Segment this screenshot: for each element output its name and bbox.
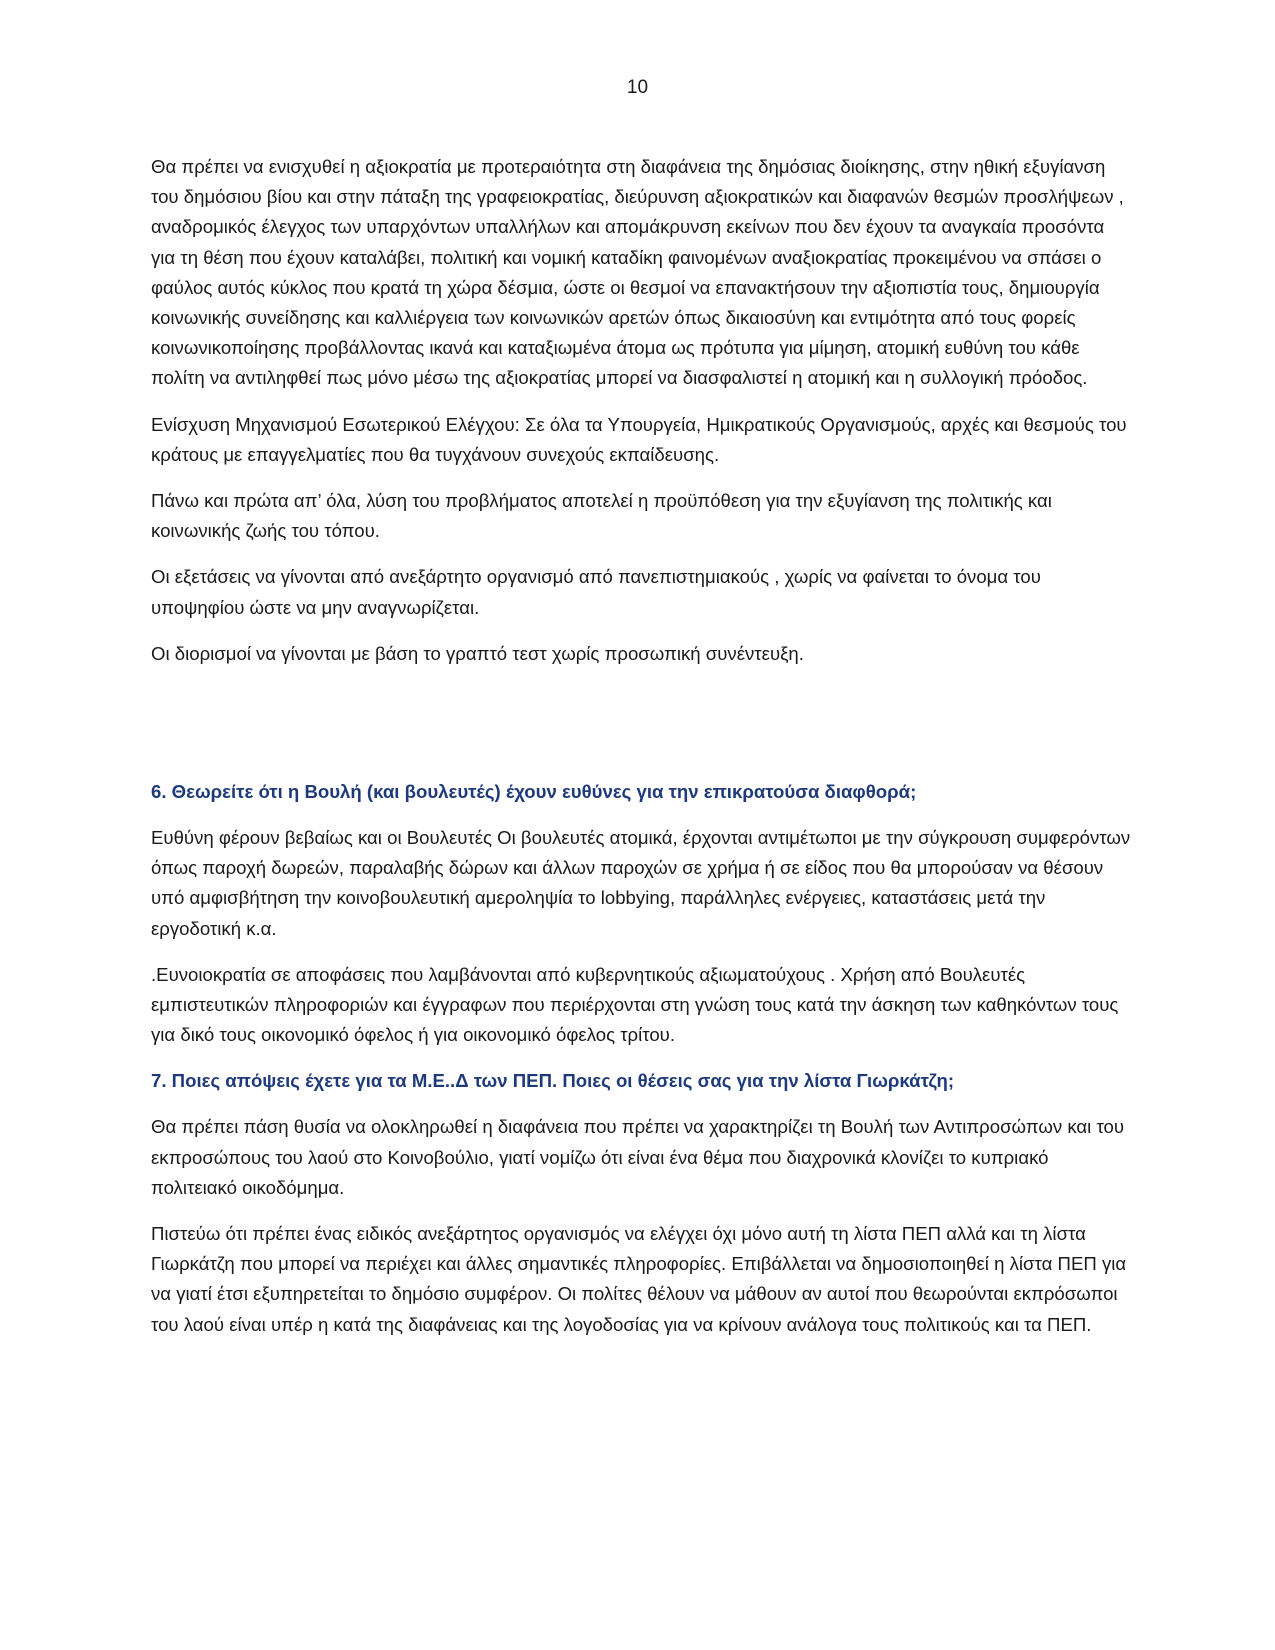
paragraph: Πάνω και πρώτα απ’ όλα, λύση του προβλήματος αποτελεί η προϋπόθεση για την εξυγίανση της πολιτικής και κοινωνικής ζωής του τόπου.: [151, 490, 1052, 542]
question-7-heading: 7. Ποιες απόψεις έχετε για τα Μ.Ε..Δ των ΠΕΠ. Ποιες οι θέσεις σας για την λίστα Γιωρκάτζη;: [151, 1070, 955, 1092]
question-6-heading: 6. Θεωρείτε ότι η Βουλή (και βουλευτές) έχουν ευθύνες για την επικρατούσα διαφθορά;: [151, 781, 917, 803]
paragraph: Οι εξετάσεις να γίνονται από ανεξάρτητο οργανισμό από πανεπιστημιακούς , χωρίς να φαίνεται το όνομα του υποψηφίου ώστε να μην αναγνωρίζεται.: [151, 566, 1041, 618]
section-spacer: [151, 685, 1131, 777]
paragraph: Πιστεύω ότι πρέπει ένας ειδικός ανεξάρτητος οργανισμός να ελέγχει όχι μόνο αυτή τη λίστα ΠΕΠ αλλά και τη λίστα Γιωρκάτζη που μπορεί να περιέχει και άλλες σημαντικές πληροφορίες. Επιβάλλεται να δημοσιοποιηθεί η λίστα ΠΕΠ για να γιατί έτσι εξυπηρετείται το δημόσιο συμφέρον. Οι πολίτες θέλουν να μάθουν αν αυτοί που θεωρούνται εκπρόσωποι του λαού είναι υπέρ η κατά της διαφάνειας και της λογοδοσίας για να κρίνουν ανάλογα τους πολιτικούς και τα ΠΕΠ.: [151, 1223, 1127, 1335]
paragraph: Ενίσχυση Μηχανισμού Εσωτερικού Ελέγχου: Σε όλα τα Υπουργεία, Ημικρατικούς Οργανισμούς, αρχές και θεσμούς του κράτους με επαγγελματίες που θα τυγχάνουν συνεχούς εκπαίδευσης.: [151, 413, 1127, 465]
paragraph: Θα πρέπει να ενισχυθεί η αξιοκρατία με προτεραιότητα στη διαφάνεια της δημόσιας διοίκησης, στην ηθική εξυγίανση του δημόσιου βίου και στην πάταξη της γραφειοκρατίας, διεύρυνση αξιοκρατικών και διαφανών θεσμών προσλήψεων , αναδρομικός έλεγχος των υπαρχόντων υπαλλήλων και απομάκρυνση εκείνων που δεν έχουν τα αναγκαία προσόντα για τη θέση που έχουν καταλάβει, πολιτική και νομική καταδίκη φαινομένων αναξιοκρατίας προκειμένου να σπάσει ο φαύλος αυτός κύκλος που κρατά τη χώρα δέσμια, ώστε οι θεσμοί να επανακτήσουν την αξιοπιστία τους, δημιουργία κοινωνικής συνείδησης και καλλιέργεια των κοινωνικών αρετών όπως δικαιοσύνη και εντιμότητα από τους φορείς κοινωνικοποίησης προβάλλοντας ικανά και καταξιωμένα άτομα ως πρότυπα για μίμηση, ατομική ευθύνη του κάθε πολίτη να αντιληφθεί πως μόνο μέσω της αξιοκρατίας μπορεί να διασφαλιστεί η ατομική και η συλλογική πρόοδος.: [151, 156, 1124, 389]
page-content: [151, 152, 1131, 1356]
paragraph: Ευθύνη φέρουν βεβαίως και οι Βουλευτές Οι βουλευτές ατομικά, έρχονται αντιμέτωποι με την σύγκρουση συμφερόντων όπως παροχή δωρεών, παραλαβής δώρων και άλλων παροχών σε χρήμα ή σε είδος που θα μπορούσαν να θέσουν υπό αμφισβήτηση την κοινοβουλευτική αμεροληψία το lobbying, παράλληλες ενέργειες, καταστάσεις μετά την εργοδοτική κ.α.: [151, 827, 1131, 939]
paragraph: Θα πρέπει πάση θυσία να ολοκληρωθεί η διαφάνεια που πρέπει να χαρακτηρίζει τη Βουλή των Αντιπροσώπων και του εκπροσώπους του λαού στο Κοινοβούλιο, γιατί νομίζω ότι είναι ένα θέμα που διαχρονικά κλονίζει το κυπριακό πολιτειακό οικοδόμημα.: [151, 1116, 1125, 1198]
page-number: 10: [626, 77, 649, 98]
paragraph: .Ευνοιοκρατία σε αποφάσεις που λαμβάνονται από κυβερνητικούς αξιωματούχους . Χρήση από Βουλευτές εμπιστευτικών πληροφοριών και έγγραφων που περιέρχονται στη γνώση τους κατά την άσκηση των καθηκόντων τους για δικό τους οικονομικό όφελος ή για οικονομικό όφελος τρίτου.: [151, 963, 1119, 1046]
paragraph: Οι διορισμοί να γίνονται με βάση το γραπτό τεστ χωρίς προσωπική συνέντευξη.: [151, 642, 804, 664]
